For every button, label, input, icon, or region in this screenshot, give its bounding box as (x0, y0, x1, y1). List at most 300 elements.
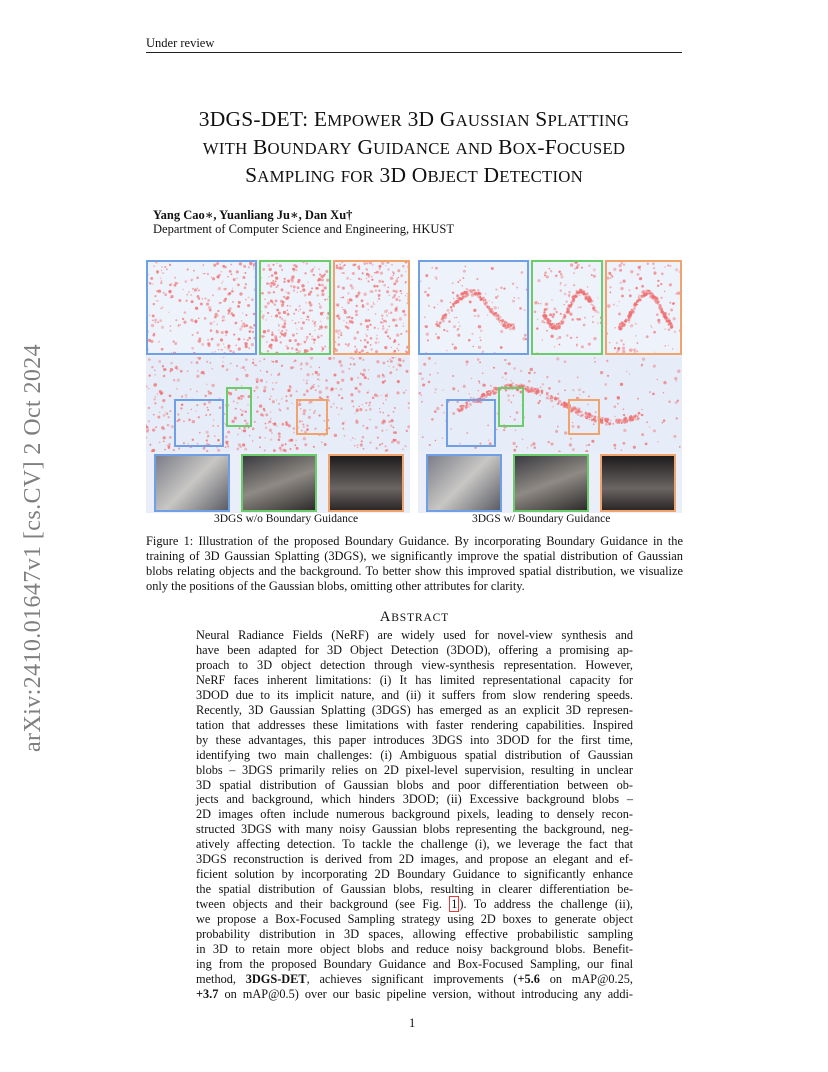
gaussian-blob (355, 313, 358, 316)
gaussian-blob (609, 291, 611, 293)
gaussian-blob (223, 357, 225, 358)
gaussian-blob (555, 430, 558, 433)
gaussian-blob (171, 352, 172, 353)
gaussian-blob (182, 318, 184, 320)
gaussian-blob (434, 410, 437, 413)
gaussian-blob (492, 390, 495, 393)
gaussian-blob (551, 299, 553, 301)
gaussian-blob (354, 445, 356, 447)
gaussian-blob (620, 383, 623, 386)
gaussian-blob (216, 275, 219, 278)
gaussian-blob (579, 394, 580, 395)
running-header: Under review (146, 36, 215, 50)
gaussian-blob (344, 435, 346, 437)
gaussian-blob (153, 414, 155, 416)
gaussian-blob (225, 441, 228, 444)
gaussian-blob (355, 387, 358, 390)
gaussian-blob (355, 421, 358, 424)
gaussian-blob (667, 265, 669, 267)
gaussian-blob (289, 352, 291, 353)
gaussian-blob (359, 408, 362, 411)
gaussian-blob (239, 262, 242, 265)
gaussian-blob (295, 322, 297, 324)
gaussian-blob (652, 393, 655, 396)
gaussian-blob (295, 266, 297, 268)
gaussian-blob (366, 341, 368, 343)
gaussian-blob (191, 280, 192, 281)
gaussian-blob (154, 396, 156, 398)
gaussian-blob (279, 447, 282, 450)
gaussian-blob (297, 343, 300, 346)
gaussian-blob (500, 287, 502, 289)
gaussian-blob (352, 437, 354, 439)
gaussian-blob (570, 263, 573, 266)
gaussian-blob (254, 390, 256, 392)
gaussian-blob (325, 387, 328, 390)
gaussian-blob (379, 411, 381, 413)
gaussian-blob (169, 436, 172, 439)
gaussian-blob (465, 294, 468, 297)
gaussian-blob (651, 293, 653, 295)
gaussian-blob (346, 316, 349, 319)
gaussian-blob (348, 323, 349, 324)
gaussian-blob (373, 302, 374, 303)
gaussian-blob (394, 407, 396, 409)
gaussian-blob (509, 327, 512, 330)
gaussian-blob (273, 423, 276, 426)
gaussian-blob (583, 324, 586, 327)
gaussian-blob (627, 315, 629, 317)
gaussian-blob (521, 271, 524, 274)
gaussian-blob (390, 277, 393, 280)
gaussian-blob (673, 317, 676, 320)
gaussian-blob (637, 412, 640, 415)
gaussian-blob (588, 444, 590, 446)
gaussian-blob (524, 309, 526, 311)
gaussian-blob (237, 305, 240, 308)
gaussian-blob (443, 329, 445, 331)
gaussian-blob (318, 268, 320, 270)
gaussian-blob (457, 334, 460, 337)
gaussian-blob (245, 299, 247, 301)
gaussian-blob (676, 380, 678, 382)
gaussian-blob (251, 343, 254, 346)
gaussian-blob (156, 300, 158, 302)
gaussian-blob (548, 387, 551, 390)
gaussian-blob (556, 328, 558, 330)
gaussian-blob (320, 321, 321, 322)
gaussian-blob (307, 281, 309, 283)
gaussian-blob (289, 386, 292, 389)
gaussian-blob (278, 329, 280, 331)
abstract-line: in 3D to retain more object blobs and reduce noisy background blobs. Benefit- (196, 942, 633, 957)
gaussian-blob (629, 312, 632, 315)
gaussian-blob (325, 379, 328, 382)
gaussian-blob (373, 285, 376, 288)
gaussian-blob (610, 277, 611, 278)
gaussian-blob (281, 365, 283, 367)
gaussian-blob (264, 305, 267, 308)
gaussian-blob (211, 276, 213, 278)
gaussian-blob (546, 275, 549, 278)
gaussian-blob (271, 374, 272, 375)
gaussian-blob (212, 351, 214, 353)
gaussian-blob (341, 307, 342, 308)
gaussian-blob (161, 348, 164, 351)
gaussian-blob (259, 360, 261, 362)
gaussian-blob (528, 372, 531, 375)
abstract-line: have been adapted for 3D Object Detection (3DOD), offering a promising ap- (196, 642, 633, 657)
gaussian-blob (668, 322, 671, 325)
gaussian-blob (609, 286, 611, 288)
gaussian-blob (520, 370, 523, 373)
gaussian-blob (641, 409, 643, 411)
gaussian-blob (433, 307, 435, 309)
gaussian-blob (207, 273, 209, 275)
abstract-line: 2D images often include numerous background pixels, leading to densely recon- (196, 807, 633, 822)
gaussian-blob (288, 314, 290, 316)
gaussian-blob (156, 290, 159, 293)
gaussian-blob (463, 295, 465, 297)
gaussian-blob (319, 380, 320, 381)
gaussian-blob (312, 373, 314, 375)
gaussian-blob (206, 384, 207, 385)
gaussian-blob (335, 330, 338, 333)
gaussian-blob (378, 296, 380, 298)
gaussian-blob (597, 311, 599, 313)
gaussian-blob (613, 303, 615, 305)
gaussian-blob (241, 325, 243, 327)
gaussian-blob (146, 426, 148, 429)
gaussian-blob (658, 301, 659, 302)
gaussian-blob (367, 280, 369, 282)
gaussian-blob (512, 300, 515, 303)
gaussian-blob (402, 359, 405, 362)
gaussian-blob (487, 307, 489, 309)
gaussian-blob (388, 421, 390, 423)
gaussian-blob (641, 364, 643, 366)
gaussian-blob (508, 327, 510, 329)
gaussian-blob (657, 379, 658, 380)
gaussian-blob (319, 367, 320, 368)
gaussian-blob (222, 315, 225, 318)
gaussian-blob (205, 395, 207, 397)
gaussian-blob (236, 270, 239, 273)
gaussian-blob (261, 292, 264, 295)
gaussian-blob (284, 278, 286, 280)
abstract-body (196, 628, 633, 1002)
gaussian-blob (378, 280, 381, 283)
gaussian-blob (674, 377, 677, 380)
gaussian-blob (569, 443, 572, 446)
gaussian-blob (292, 268, 295, 271)
gaussian-blob (381, 262, 384, 265)
gaussian-blob (300, 309, 301, 310)
gaussian-blob (437, 336, 440, 339)
gaussian-blob (254, 364, 256, 366)
gaussian-blob (473, 346, 475, 348)
gaussian-blob (657, 280, 659, 282)
gaussian-blob (389, 295, 390, 296)
gaussian-blob (383, 420, 386, 423)
gaussian-blob (582, 391, 584, 393)
gaussian-blob (469, 289, 472, 292)
gaussian-blob (512, 283, 514, 285)
gaussian-blob (287, 310, 289, 312)
gaussian-blob (227, 309, 230, 312)
gaussian-blob (362, 272, 364, 274)
gaussian-blob (539, 400, 541, 402)
gaussian-blob (550, 323, 551, 324)
gaussian-blob (616, 422, 618, 424)
gaussian-blob (447, 309, 450, 312)
gaussian-blob (395, 280, 398, 283)
gaussian-blob (388, 366, 389, 367)
gaussian-blob (245, 358, 247, 360)
abstract-line: ing from the proposed Boundary Guidance and Box-Focused Sampling, our final (196, 956, 633, 971)
gaussian-blob (407, 302, 408, 305)
gaussian-blob (190, 294, 192, 296)
gaussian-blob (366, 302, 369, 305)
gaussian-blob (359, 383, 362, 386)
figure-panel-without-guidance (146, 260, 410, 513)
gaussian-blob (208, 306, 211, 309)
gaussian-blob (328, 427, 330, 429)
gaussian-blob (501, 322, 504, 325)
gaussian-blob (227, 276, 228, 277)
gaussian-blob (405, 271, 406, 272)
gaussian-blob (679, 329, 680, 332)
gaussian-blob (200, 372, 202, 374)
gaussian-blob (405, 281, 407, 283)
gaussian-blob (290, 448, 292, 450)
gaussian-blob (600, 321, 601, 324)
gaussian-blob (429, 374, 431, 376)
gaussian-blob (677, 291, 680, 294)
gaussian-blob (505, 379, 506, 380)
gaussian-blob (534, 311, 537, 314)
scene-box-green (498, 387, 524, 427)
gaussian-blob (271, 360, 273, 362)
gaussian-blob (313, 446, 315, 448)
gaussian-blob (168, 312, 169, 313)
gaussian-blob (149, 282, 151, 284)
gaussian-blob (311, 349, 313, 351)
gaussian-blob (243, 338, 245, 340)
gaussian-blob (326, 279, 329, 282)
gaussian-blob (440, 299, 443, 302)
gaussian-blob (373, 303, 375, 305)
gaussian-blob (270, 395, 272, 397)
gaussian-blob (653, 331, 656, 334)
gaussian-blob (378, 342, 380, 344)
gaussian-blob (190, 389, 192, 391)
gaussian-blob (170, 264, 172, 266)
gaussian-blob (548, 441, 550, 443)
gaussian-blob (185, 280, 188, 283)
gaussian-blob (360, 278, 362, 280)
gaussian-blob (196, 375, 199, 378)
gaussian-blob (344, 325, 345, 326)
gaussian-blob (276, 263, 277, 264)
gaussian-blob (310, 387, 312, 389)
gaussian-blob (174, 284, 177, 287)
gaussian-blob (395, 298, 398, 301)
gaussian-blob (242, 366, 245, 369)
gaussian-blob (158, 341, 160, 343)
gaussian-blob (275, 352, 278, 353)
gaussian-blob (372, 397, 374, 399)
gaussian-blob (324, 346, 326, 348)
gaussian-blob (643, 294, 646, 297)
gaussian-blob (244, 369, 246, 371)
gaussian-blob (330, 406, 332, 408)
gaussian-blob (439, 326, 441, 328)
gaussian-blob (404, 313, 407, 316)
gaussian-blob (253, 268, 255, 270)
gaussian-blob (255, 386, 258, 389)
gaussian-blob (236, 365, 238, 367)
gaussian-blob (620, 287, 623, 290)
gaussian-blob (607, 375, 609, 377)
gaussian-blob (645, 443, 648, 446)
gaussian-blob (197, 370, 199, 372)
gaussian-blob (318, 278, 321, 281)
gaussian-blob (323, 312, 325, 314)
gaussian-blob (313, 384, 314, 385)
gaussian-blob (154, 295, 156, 297)
gaussian-blob (268, 420, 271, 423)
gaussian-blob (264, 449, 266, 451)
gaussian-blob (151, 340, 154, 343)
gaussian-blob (194, 288, 197, 291)
gaussian-blob (479, 361, 481, 363)
gaussian-blob (163, 375, 166, 378)
gaussian-blob (446, 350, 448, 352)
gaussian-blob (668, 329, 670, 331)
author-list: Yang Cao∗, Yuanliang Ju∗, Dan Xu† (153, 208, 353, 222)
gaussian-blob (278, 324, 279, 325)
gaussian-blob (229, 350, 231, 352)
gaussian-blob (408, 402, 410, 404)
gaussian-blob (431, 418, 434, 421)
gaussian-blob (588, 343, 591, 346)
gaussian-blob (384, 346, 387, 349)
gaussian-blob (376, 360, 379, 363)
gaussian-blob (375, 271, 377, 273)
gaussian-blob (391, 357, 394, 359)
gaussian-blob (148, 388, 149, 389)
gaussian-blob (336, 303, 339, 306)
abstract-line: blobs – 3DGS primarily relies on 2D pixel-level supervision, resulting in unclear (196, 762, 633, 777)
gaussian-blob (335, 341, 336, 343)
gaussian-blob (285, 291, 286, 292)
gaussian-blob (223, 352, 226, 353)
gaussian-blob (259, 404, 262, 407)
gaussian-blob (196, 390, 198, 392)
gaussian-blob (378, 290, 380, 292)
gaussian-blob (224, 347, 226, 349)
gaussian-blob (248, 330, 251, 333)
gaussian-blob (390, 360, 393, 363)
gaussian-blob (623, 408, 625, 410)
gaussian-blob (621, 422, 623, 424)
gaussian-blob (200, 303, 203, 306)
figure-right-caption: 3DGS w/ Boundary Guidance (472, 513, 611, 525)
gaussian-blob (614, 447, 616, 449)
gaussian-blob (552, 406, 553, 407)
gaussian-blob (375, 290, 377, 292)
gaussian-blob (480, 340, 482, 342)
gaussian-blob (454, 317, 455, 318)
gaussian-blob (391, 441, 394, 444)
gaussian-blob (407, 295, 408, 298)
gaussian-blob (170, 362, 172, 364)
gaussian-blob (275, 280, 277, 282)
gaussian-blob (515, 430, 516, 431)
gaussian-blob (608, 422, 611, 425)
gaussian-blob (617, 305, 618, 306)
gaussian-blob (677, 400, 679, 402)
gaussian-blob (162, 365, 164, 367)
gaussian-blob (356, 409, 359, 412)
gaussian-blob (679, 271, 680, 274)
gaussian-blob (457, 298, 458, 299)
gaussian-blob (605, 423, 608, 426)
abstract-line: 3DOD due to its implicit nature, and (ii) it suffers from slow rendering speeds. (196, 687, 633, 702)
gaussian-blob (191, 347, 194, 350)
gaussian-blob (550, 395, 552, 397)
gaussian-blob (368, 369, 369, 370)
gaussian-blob (302, 262, 304, 263)
gaussian-blob (166, 269, 168, 271)
gaussian-blob (209, 322, 212, 325)
gaussian-blob (157, 416, 160, 419)
gaussian-blob (301, 362, 303, 364)
gaussian-blob (578, 389, 581, 392)
gaussian-blob (590, 301, 592, 303)
gaussian-blob (557, 338, 559, 340)
gaussian-blob (149, 444, 151, 446)
gaussian-blob (152, 283, 154, 285)
gaussian-blob (588, 297, 591, 300)
gaussian-blob (631, 310, 634, 313)
gaussian-blob (577, 376, 579, 378)
gaussian-blob (340, 407, 342, 409)
gaussian-blob (319, 273, 321, 275)
gaussian-blob (304, 294, 307, 297)
gaussian-blob (452, 387, 455, 390)
gaussian-blob (268, 276, 270, 278)
gaussian-blob (216, 262, 219, 265)
page-number: 1 (409, 1016, 416, 1030)
gaussian-blob (163, 428, 165, 430)
gaussian-blob (442, 437, 444, 439)
gaussian-blob (196, 331, 199, 334)
gaussian-blob (577, 264, 580, 267)
gaussian-blob (296, 329, 297, 330)
gaussian-blob (541, 320, 544, 323)
gaussian-blob (213, 264, 216, 267)
gaussian-blob (293, 361, 294, 362)
gaussian-blob (221, 271, 223, 273)
abstract-line: +3.7 on mAP@0.5) over our basic pipeline version, without introducing any addi- (196, 986, 633, 1001)
gaussian-blob (369, 408, 372, 411)
gaussian-blob (483, 302, 485, 304)
gaussian-blob (600, 371, 603, 374)
gaussian-blob (361, 440, 363, 442)
gaussian-blob (400, 290, 402, 292)
